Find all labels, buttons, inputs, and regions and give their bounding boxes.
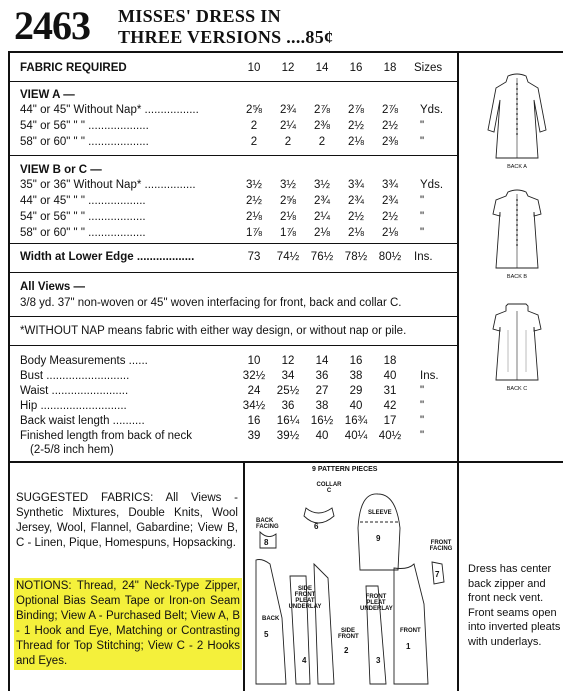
size-heading: 12 [281, 62, 295, 74]
row-value: 2½ [348, 120, 364, 132]
front-pleat-label: FRONT PLEAT UNDERLAY [360, 594, 393, 612]
back-view-a [478, 70, 556, 170]
row-unit: " [420, 227, 425, 239]
pattern-title [118, 6, 333, 48]
row-unit: " [420, 136, 425, 148]
row-label: 58" or 60" " " .................. [20, 227, 146, 239]
title-line-1: MISSES' DRESS IN [118, 6, 281, 26]
row-value: 39½ [276, 430, 300, 442]
row-value: 32½ [242, 370, 266, 382]
side-front-pleat-number: 4 [302, 656, 307, 665]
row-unit: " [420, 415, 425, 427]
row-unit: Yds. [420, 104, 444, 116]
row-value: 2⅛ [246, 211, 262, 223]
view-bc-label: VIEW B or C — [20, 164, 102, 176]
body-measurements-label: Body Measurements ...... [20, 355, 148, 367]
row-unit: " [420, 195, 425, 207]
body-size: 14 [315, 355, 329, 367]
width-value: 80½ [378, 251, 402, 263]
heading-divider [8, 81, 458, 82]
row-value: 2½ [382, 211, 398, 223]
row-value: 2¼ [314, 211, 330, 223]
width-label: Width at Lower Edge .................. [20, 251, 195, 263]
row-value: 2¾ [314, 195, 330, 207]
row-label: 35" or 36" Without Nap* ................ [20, 179, 196, 191]
fabric-required-heading: FABRIC REQUIRED [20, 62, 127, 74]
body-size: 12 [281, 355, 295, 367]
row-value: 40 [349, 400, 363, 412]
row-value: 2¾ [280, 104, 296, 116]
back-view-c [478, 302, 556, 392]
row-value: 2½ [382, 120, 398, 132]
row-value: 27 [315, 385, 329, 397]
row-value: 16 [247, 415, 261, 427]
row-label: Back waist length .......... [20, 415, 145, 427]
body-size: 16 [349, 355, 363, 367]
row-value: 2¾ [348, 195, 364, 207]
row-label: 44" or 45" " " .................. [20, 195, 146, 207]
dress-c-illustration [478, 302, 556, 388]
row-value: 34½ [242, 400, 266, 412]
row-value: 1⅞ [246, 227, 262, 239]
sleeve-number: 9 [376, 534, 381, 543]
size-heading: 18 [383, 62, 397, 74]
row-label: Hip ........................... [20, 400, 127, 412]
row-unit: " [420, 211, 425, 223]
lower-left-border [243, 461, 245, 691]
row-label: 58" or 60" " " ................... [20, 136, 149, 148]
size-heading: 16 [349, 62, 363, 74]
row-value: 3½ [246, 179, 262, 191]
row-unit: Ins. [420, 370, 439, 382]
back-c-label: BACK C [506, 386, 528, 392]
view-a-label: VIEW A — [20, 89, 75, 101]
row-value: 2⅝ [280, 195, 296, 207]
width-divider [8, 272, 458, 273]
row-value: 2⅛ [348, 136, 364, 148]
row-value: 40 [383, 370, 397, 382]
side-front-number: 2 [344, 646, 349, 655]
row-value: 36 [315, 370, 329, 382]
width-value: 74½ [276, 251, 300, 263]
collar-piece [304, 508, 334, 523]
hem-note: (2-5/8 inch hem) [30, 444, 114, 456]
all-views-divider [8, 316, 458, 317]
row-value: 16¼ [276, 415, 300, 427]
width-value: 73 [247, 251, 261, 263]
dress-description: Dress has center back zipper and front neck vent. Front seams open into inverted pleats with underlays. [468, 563, 561, 648]
row-unit: " [420, 430, 425, 442]
row-value: 24 [247, 385, 261, 397]
row-value: 2 [250, 136, 258, 148]
row-value: 2⅞ [382, 104, 398, 116]
body-size: 10 [247, 355, 261, 367]
top-divider [8, 51, 563, 53]
back-facing-label: BACK FACING [256, 518, 279, 530]
row-value: 3¾ [348, 179, 364, 191]
view-a-divider [8, 155, 458, 156]
row-unit: " [420, 385, 425, 397]
left-border [8, 51, 10, 691]
lower-right-border [457, 461, 459, 691]
width-value: 76½ [310, 251, 334, 263]
sleeve-piece [358, 494, 400, 570]
row-value: 2⅞ [314, 104, 330, 116]
row-unit: " [420, 120, 425, 132]
size-heading: 10 [247, 62, 261, 74]
front-facing-number: 7 [435, 570, 440, 579]
side-front-label: SIDE FRONT [338, 628, 359, 640]
body-size: 18 [383, 355, 397, 367]
row-value: 40½ [378, 430, 402, 442]
back-facing-number: 8 [264, 538, 269, 547]
sleeve-label: SLEEVE [368, 510, 392, 516]
view-bc-divider [8, 243, 458, 244]
row-value: 40 [315, 430, 329, 442]
front-label: FRONT [400, 628, 421, 634]
row-value: 38 [349, 370, 363, 382]
width-value: 78½ [344, 251, 368, 263]
row-unit: " [420, 400, 425, 412]
row-value: 16¾ [344, 415, 368, 427]
back-b-label: BACK B [506, 274, 528, 280]
row-value: 2¼ [280, 120, 296, 132]
row-value: 2⅜ [314, 120, 330, 132]
dress-a-illustration [478, 70, 556, 170]
row-value: 2 [284, 136, 292, 148]
pattern-pieces-diagram [248, 478, 454, 697]
row-value: 3½ [280, 179, 296, 191]
pattern-pieces-svg [248, 478, 454, 692]
side-front-piece [314, 564, 334, 684]
row-label: Finished length from back of neck [20, 430, 192, 442]
row-value: 3½ [314, 179, 330, 191]
back-view-b [478, 188, 556, 280]
all-views-text: 3/8 yd. 37" non-woven or 45" woven interfacing for front, back and collar C. [20, 297, 402, 309]
nap-note: *WITHOUT NAP means fabric with either way design, or without nap or pile. [20, 325, 407, 337]
sizes-label: Sizes [414, 62, 443, 74]
all-views-label: All Views — [20, 281, 85, 293]
row-value: 2½ [348, 211, 364, 223]
suggested-fabrics: SUGGESTED FABRICS: All Views - Synthetic Mixtures, Double Knits, Wool Jersey, Wool, Flannel, Gabardine; View B, C - Linen, Pique, Homespuns, Hopsacking. [16, 492, 238, 549]
front-number: 1 [406, 642, 411, 651]
row-value: 2⅞ [348, 104, 364, 116]
row-label: 44" or 45" Without Nap* ................. [20, 104, 199, 116]
row-value: 2⅛ [348, 227, 364, 239]
figure-column-border [457, 51, 459, 461]
row-value: 17 [383, 415, 397, 427]
row-value: 2⅝ [246, 104, 262, 116]
front-facing-label: FRONT FACING [429, 540, 453, 552]
pattern-pieces-title: 9 PATTERN PIECES [312, 466, 378, 473]
row-value: 1⅞ [280, 227, 296, 239]
width-unit: Ins. [414, 251, 433, 263]
row-value: 2½ [246, 195, 262, 207]
row-label: Bust .......................... [20, 370, 130, 382]
back-a-label: BACK A [507, 164, 527, 170]
row-value: 2⅜ [382, 136, 398, 148]
title-line-2: THREE VERSIONS ....85¢ [118, 27, 334, 47]
row-value: 2⅛ [314, 227, 330, 239]
row-value: 2 [250, 120, 258, 132]
row-value: 2 [318, 136, 326, 148]
row-value: 2¾ [382, 195, 398, 207]
row-value: 2⅛ [280, 211, 296, 223]
collar-label: COLLAR C [316, 482, 342, 494]
row-value: 36 [281, 400, 295, 412]
lower-section-divider [8, 461, 563, 463]
pattern-number: 2463 [14, 3, 90, 48]
row-value: 3¾ [382, 179, 398, 191]
front-pleat-number: 3 [376, 656, 381, 665]
row-value: 34 [281, 370, 295, 382]
side-front-pleat-label: SIDE FRONT PLEAT UNDERLAY [288, 586, 322, 610]
row-label: 54" or 56" " " .................. [20, 211, 146, 223]
front-piece [394, 564, 428, 684]
back-label: BACK [262, 616, 280, 622]
row-label: Waist ........................ [20, 385, 129, 397]
row-value: 31 [383, 385, 397, 397]
row-value: 2⅛ [382, 227, 398, 239]
row-value: 39 [247, 430, 261, 442]
back-number: 5 [264, 630, 269, 639]
row-unit: Yds. [420, 179, 444, 191]
row-value: 16½ [310, 415, 334, 427]
row-value: 40¼ [344, 430, 368, 442]
row-value: 42 [383, 400, 397, 412]
dress-b-illustration [478, 188, 556, 278]
row-value: 38 [315, 400, 329, 412]
row-value: 25½ [276, 385, 300, 397]
size-heading: 14 [315, 62, 329, 74]
row-value: 29 [349, 385, 363, 397]
nap-divider [8, 345, 458, 346]
collar-number: 6 [314, 522, 319, 531]
notions: NOTIONS: Thread, 24" Neck-Type Zipper, Optional Bias Seam Tape or Iron-on Seam Binding; View A - Purchased Belt; View A, B - 1 Hook and Eye, Matching or Contrasting Thread for Top Stitching; View C - 2 Hooks and Eyes. [14, 578, 242, 670]
row-label: 54" or 56" " " ................... [20, 120, 149, 132]
